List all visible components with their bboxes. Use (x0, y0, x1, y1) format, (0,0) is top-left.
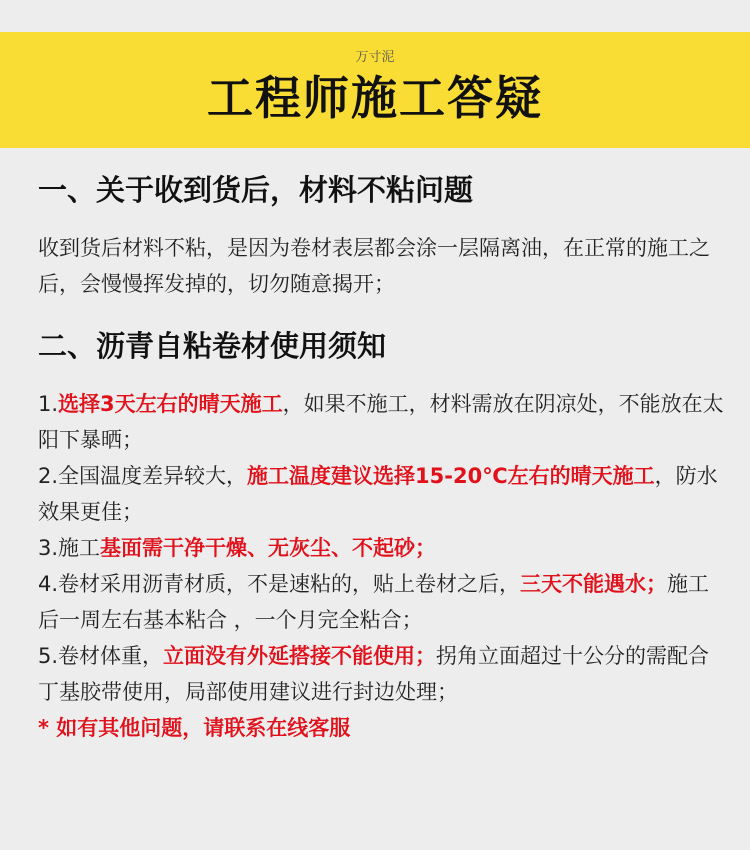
section1-body: 收到货后材料不粘，是因为卷材表层都会涂一层隔离油，在正常的施工之后，会慢慢挥发掉的，切勿随意揭开； (38, 236, 710, 296)
item-5-text: 5.卷材体重， (38, 644, 164, 668)
section1-heading: 一、关于收到货后，材料不粘问题 (38, 173, 474, 207)
item-4-text: 4.卷材采用沥青材质，不是速粘的，贴上卷材之后， (38, 572, 521, 596)
item-4-highlight: 三天不能遇水； (520, 572, 668, 596)
instruction-item-4 (38, 566, 728, 638)
contact-note: * 如有其他问题，请联系在线客服 (38, 716, 351, 740)
page-title: 工程师施工答疑 (207, 71, 543, 125)
item-5-text-after: 拐角立面超过十公分的需配合丁基胶带使用，局部使用建议进行封边处理； (38, 644, 710, 704)
item-2-text: 2.全国温度差异较大， (38, 464, 248, 488)
instruction-item-2 (38, 458, 728, 530)
instruction-item-5 (38, 638, 728, 710)
item-4-text-after: 施工后一周左右基本粘合 ，一个月完全粘合； (38, 572, 710, 632)
item-5-highlight: 立面没有外延搭接不能使用； (163, 644, 437, 668)
item-2-text-after: ，防水效果更佳； (38, 464, 718, 524)
item-3-highlight: 基面需干净干燥、无灰尘、不起砂； (100, 536, 437, 560)
item-1-text-after: ，如果不施工，材料需放在阴凉处，不能放在太阳下暴晒； (38, 392, 724, 452)
item-3-text: 3.施工 (38, 536, 101, 560)
instruction-item-3 (38, 530, 728, 566)
content-area (38, 168, 728, 746)
watermark-text: 万寸泥 (355, 50, 395, 65)
item-1-text: 1. (38, 392, 59, 416)
item-2-highlight: 施工温度建议选择15-20℃左右的晴天施工 (247, 464, 655, 488)
instruction-item-1 (38, 386, 728, 458)
item-1-highlight: 选择3天左右的晴天施工 (58, 392, 283, 416)
section2-heading: 二、沥青自粘卷材使用须知 (38, 329, 387, 363)
